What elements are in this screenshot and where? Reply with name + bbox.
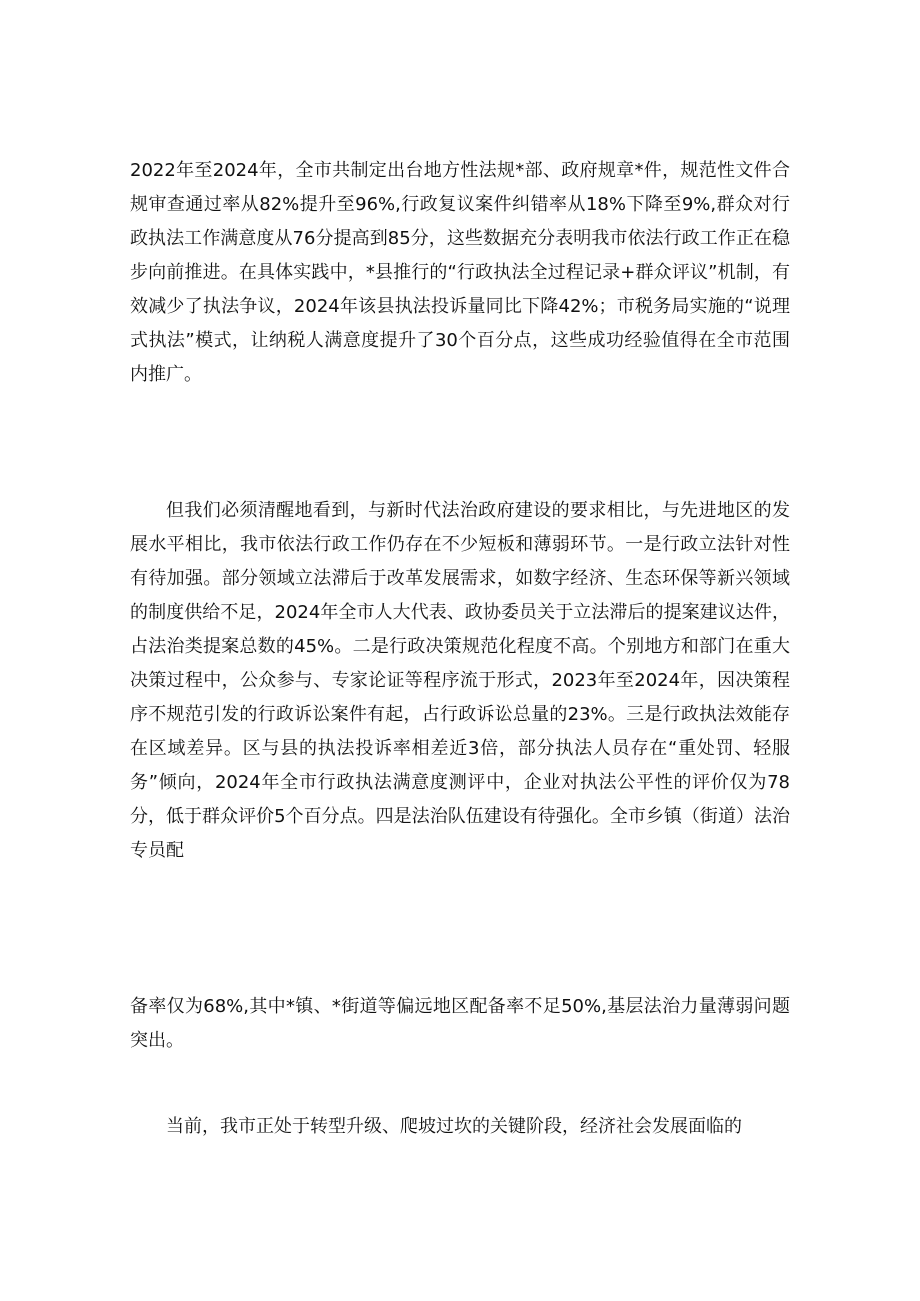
paragraph-block-3 xyxy=(130,990,790,1058)
paragraph-2: 但我们必须清醒地看到，与新时代法治政府建设的要求相比，与先进地区的发展水平相比，我市依法行政工作仍存在不少短板和薄弱环节。一是行政立法针对性有待加强。部分领域立法滞后于改革发展需求，如数字经济、生态环保等新兴领域的制度供给不足，2024年全市人大代表、政协委员关于立法滞后的提案建议达件，占法治类提案总数的45%。二是行政决策规范化程度不高。个别地方和部门在重大决策过程中，公众参与、专家论证等程序流于形式，2023年至2024年，因决策程序不规范引发的行政诉讼案件有起，占行政诉讼总量的23%。三是行政执法效能存在区域差异。区与县的执法投诉率相差近3倍，部分执法人员存在“重处罚、轻服务”倾向，2024年全市行政执法满意度测评中，企业对执法公平性的评价仅为78分，低于群众评价5个百分点。四是法治队伍建设有待强化。全市乡镇（街道）法治专员配 xyxy=(130,500,790,861)
paragraph-block-2 xyxy=(130,494,790,868)
paragraph-1: 2022年至2024年，全市共制定出台地方性法规*部、政府规章*件，规范性文件合规审查通过率从82%提升至96%,行政复议案件纠错率从18%下降至9%,群众对行政执法工作满意度从76分提高到85分，这些数据充分表明我市依法行政工作正在稳步向前推进。在具体实践中，*县推行的“行政执法全过程记录+群众评议”机制，有效减少了执法争议，2024年该县执法投诉量同比下降42%；市税务局实施的“说理式执法”模式，让纳税人满意度提升了30个百分点，这些成功经验值得在全市范围内推广。 xyxy=(130,160,790,385)
paragraph-3: 备率仅为68%,其中*镇、*街道等偏远地区配备率不足50%,基层法治力量薄弱问题突出。 xyxy=(130,996,790,1051)
paragraph-4: 当前，我市正处于转型升级、爬坡过坎的关键阶段，经济社会发展面临的 xyxy=(166,1116,742,1137)
paragraph-block-1 xyxy=(130,154,790,392)
paragraph-block-4 xyxy=(130,1110,790,1144)
